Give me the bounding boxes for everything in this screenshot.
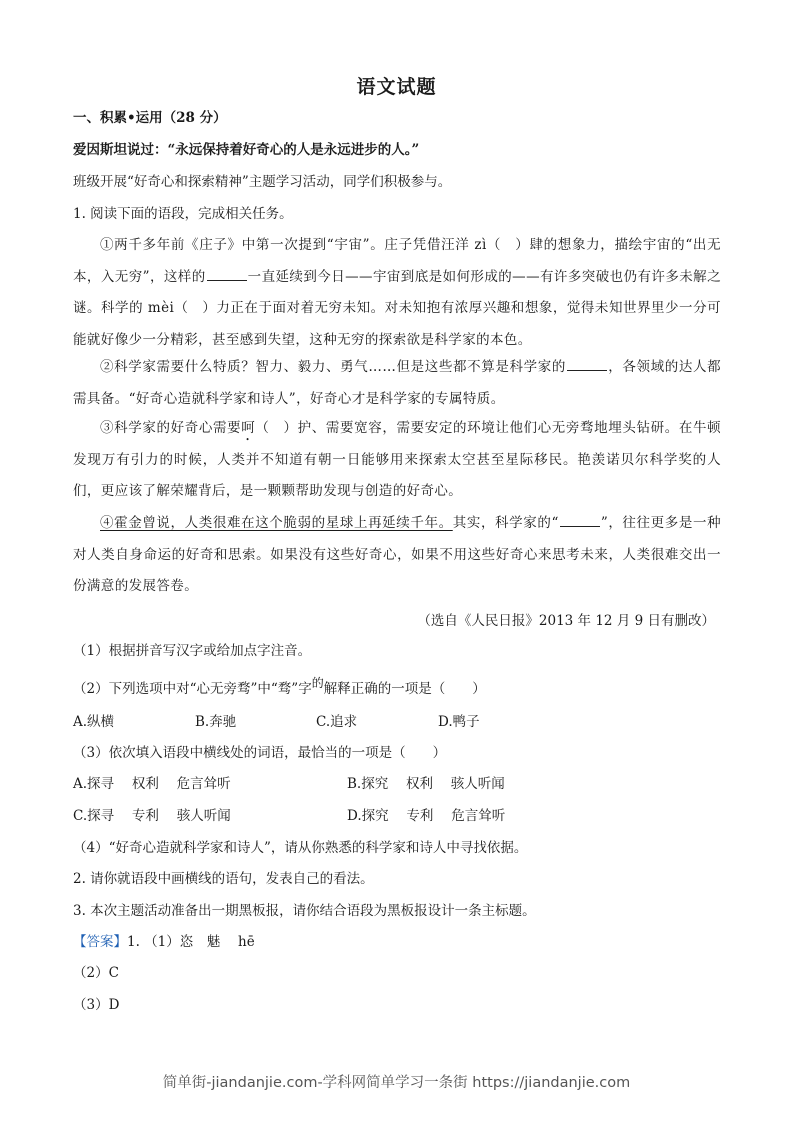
page-title: 语文试题 [356, 76, 437, 98]
paragraph-4-part-a: 其实，科学家的“ [452, 515, 559, 531]
paragraph-1-part-a: ①两千多年前《庄子》中第一次提到“宇宙”。庄子凭借汪洋 zì（ ）肆的想象力，描绘宇宙的“出无本，入无穷”，这样的 [73, 237, 721, 285]
answer-tag: 【答案】 [73, 934, 127, 950]
option-3d: D.探究 专利 危言耸听 [347, 808, 506, 824]
paragraph-3-part-b: （ ）护、需要宽容，需要安定的环境让他们心无旁骛地埋头钻研。在牛顿发现万有引力的时候，人类并不知道有朝一日能够用来探索太空甚至星际移民。艳羡诺贝尔科学奖的人们，更应该了解荣耀背后，是一颗颗帮助发现与创造的好奇心。 [73, 420, 721, 499]
option-2d: D.鸭子 [438, 714, 480, 730]
dotted-char: 呵 [241, 420, 256, 436]
underlined-sentence: ④霍金曾说，人类很难在这个脆弱的星球上再延续千年。 [100, 515, 453, 531]
section-heading: 一、积累•运用（28 分） [73, 110, 227, 126]
paragraph-3 [73, 413, 721, 508]
sub-question-2-text-a: （2）下列选项中对“心无旁骛”中“骛”字 [73, 681, 312, 697]
sub-question-4: （4）“好奇心造就科学家和诗人”，请从你熟悉的科学家和诗人中寻找依据。 [73, 840, 528, 856]
paragraph-2 [73, 352, 721, 415]
sub-question-2-text-b: 解释正确的一项是（ ） [323, 681, 486, 697]
option-3c: C.探寻 专利 骇人听闻 [73, 808, 231, 824]
question-1-prompt: 1. 阅读下面的语段，完成相关任务。 [73, 206, 293, 222]
fill-blank-1 [207, 268, 247, 281]
option-3a: A.探寻 权利 危言耸听 [73, 776, 231, 792]
paragraph-1 [73, 230, 721, 356]
answer-line-2: （2）C [73, 965, 119, 981]
sub-question-2 [73, 676, 486, 699]
paragraph-2-part-a: ②科学家需要什么特质？智力、毅力、勇气……但是这些都不算是科学家的 [100, 359, 566, 375]
source-citation: （选自《人民日报》2013 年 12 月 9 日有删改） [417, 613, 715, 629]
sub-question-1: （1）根据拼音写汉字或给加点字注音。 [73, 643, 312, 659]
option-2b: B.奔驰 [195, 714, 237, 730]
answer-1: 1. （1）恣 魅 hē [127, 934, 255, 950]
option-2c: C.追求 [316, 714, 358, 730]
question-2: 2. 请你就语段中画横线的语句，发表自己的看法。 [73, 871, 374, 887]
fill-blank-2 [567, 358, 607, 371]
activity-intro: 班级开展“好奇心和探索精神”主题学习活动，同学们积极参与。 [73, 174, 452, 190]
footer-watermark: 简单街-jiandanjie.com-学科网简单学习一条街 https://jiandanjie.com [162, 1075, 631, 1091]
paragraph-2-part-b: ，各领域的达人都需具备。“好奇心造就科学家和诗人”，好奇心才是科学家的专属特质。 [73, 359, 722, 407]
sub-question-2-sup: 的 [311, 676, 324, 690]
einstein-quote: 爱因斯坦说过：“永远保持着好奇心的人是永远进步的人。” [73, 142, 420, 158]
paragraph-4 [73, 508, 721, 603]
question-3: 3. 本次主题活动准备出一期黑板报，请你结合语段为黑板报设计一条主标题。 [73, 903, 536, 919]
paragraph-4-part-b: ”，往往更多是一种对人类自身命运的好奇和思索。如果没有这些好奇心，如果不用这些好奇心来思考未来，人类很难交出一份满意的发展答卷。 [73, 515, 721, 594]
paragraph-3-part-a: ③科学家的好奇心需要 [100, 420, 242, 436]
paragraph-1-part-b: 一直延续到今日——宇宙到底是如何形成的——有许多突破也仍有许多未解之谜。科学的 mèi（ ）力正在于面对着无穷未知。对未知抱有浓厚兴趣和想象，觉得未知世界里少一分可能就好像少一分精彩，甚至感到失望，这种无穷的探索欲是科学家的本色。 [73, 268, 721, 348]
answer-line-3: （3）D [73, 997, 120, 1013]
option-2a: A.纵横 [73, 714, 115, 730]
fill-blank-3 [560, 514, 600, 527]
option-3b: B.探究 权利 骇人听闻 [347, 776, 505, 792]
answer-line-1 [73, 932, 255, 952]
sub-question-3: （3）依次填入语段中横线处的词语，最恰当的一项是（ ） [73, 745, 447, 761]
